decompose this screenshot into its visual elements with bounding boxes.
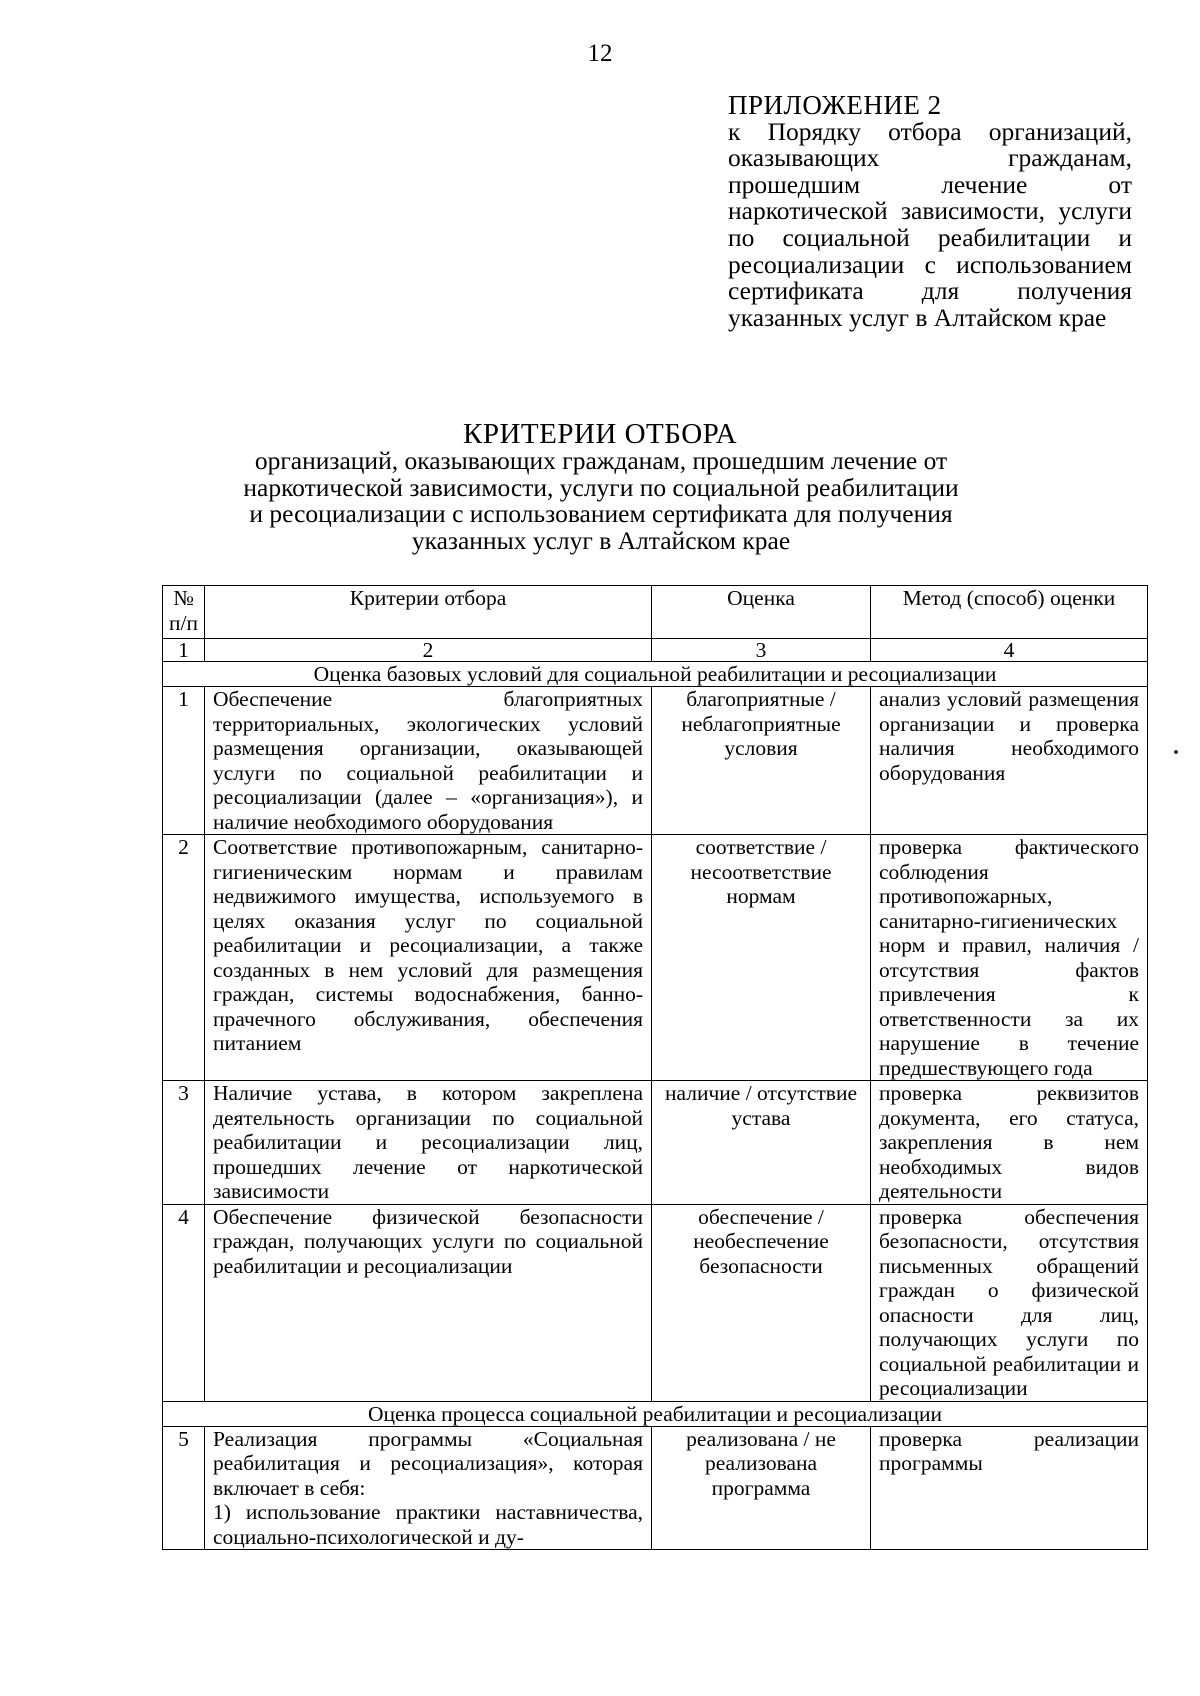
appendix-text: к Порядку отбора организаций, оказывающих гражданам, прошедшим лечение от наркотической зависимости, услуги по социальной реабилитации и ресоциализации с использованием сертификата для получения указанных услуг в Алтайском крае xyxy=(728,116,1132,332)
row-method: проверка обеспечения безопасности, отсутствия письменных обращений граждан о физической опасности для лиц, получающих услуги по социальной реабилитации и ресоциализации xyxy=(871,1204,1148,1401)
row-num: 3 xyxy=(163,1081,205,1205)
scan-speck xyxy=(1174,750,1178,754)
row-num: 2 xyxy=(163,835,205,1081)
header-num: № п/п xyxy=(163,586,205,639)
index-cell: 1 xyxy=(163,639,205,662)
header-method: Метод (способ) оценки xyxy=(871,586,1148,639)
appendix-title: ПРИЛОЖЕНИЕ 2 xyxy=(728,90,942,120)
row-method: проверка фактического соблюдения противопожарных, санитарно-гигиенических норм и правил, наличия / отсутствия фактов привлечения к ответственности за их нарушение в течение предшествующего года xyxy=(871,835,1148,1081)
index-cell: 4 xyxy=(871,639,1148,662)
document-title: КРИТЕРИИ ОТБОРА xyxy=(462,418,738,450)
row-criteria-continuation: 1) использование практики наставничества, социально-психологической и ду- xyxy=(213,1500,643,1549)
document-subtitle: организаций, оказывающих гражданам, прошедшим лечение от наркотической зависимости, услуги по социальной реабилитации и ресоциализации с использованием сертификата для получения указанных услуг в Алтайском крае xyxy=(243,446,959,555)
table-index-row xyxy=(163,639,1148,662)
row-criteria: Обеспечение благоприятных территориальных, экологических условий размещения организации, оказывающей услуги по социальной реабилитации и ресоциализации (далее – «организация»), и наличие необходимого оборудования xyxy=(205,687,652,835)
section-row xyxy=(163,662,1148,687)
row-criteria-text: Реализация программы «Социальная реабилитация и ресоциализация», которая включает в себя: xyxy=(213,1426,643,1500)
appendix-block xyxy=(728,92,1132,331)
table-row xyxy=(163,1081,1148,1205)
index-cell: 2 xyxy=(205,639,652,662)
row-score: наличие / отсутствие устава xyxy=(652,1081,871,1205)
index-cell: 3 xyxy=(652,639,871,662)
header-score: Оценка xyxy=(652,586,871,639)
table-row xyxy=(163,835,1148,1081)
section-title: Оценка процесса социальной реабилитации и ресоциализации xyxy=(163,1401,1148,1426)
row-criteria: Наличие устава, в котором закреплена деятельность организации по социальной реабилитации и ресоциализации лиц, прошедших лечение от наркотической зависимости xyxy=(205,1081,652,1205)
row-score: реализована / не реализована программа xyxy=(652,1426,871,1550)
table-row xyxy=(163,1204,1148,1401)
section-title: Оценка базовых условий для социальной реабилитации и ресоциализации xyxy=(163,662,1148,687)
row-method: проверка реквизитов документа, его статуса, закрепления в нем необходимых видов деятельности xyxy=(871,1081,1148,1205)
row-criteria: Соответствие противопожарным, санитарно-гигиеническим нормам и правилам недвижимого имущества, используемого в целях оказания услуг по социальной реабилитации и ресоциализации, а также созданных в нем условий для размещения граждан, системы водоснабжения, банно-прачечного обслуживания, обеспечения питанием xyxy=(205,835,652,1081)
row-method: проверка реализации программы xyxy=(871,1426,1148,1550)
criteria-table xyxy=(162,585,1148,1550)
row-score: обеспечение / необеспечение безопасности xyxy=(652,1204,871,1401)
row-criteria xyxy=(205,1426,652,1550)
page-number: 12 xyxy=(587,40,613,67)
table-row xyxy=(163,1426,1148,1550)
table-header-row xyxy=(163,586,1148,639)
row-num: 5 xyxy=(163,1426,205,1550)
row-criteria: Обеспечение физической безопасности граждан, получающих услуги по социальной реабилитации и ресоциализации xyxy=(205,1204,652,1401)
section-row xyxy=(163,1401,1148,1426)
row-score: благоприятные / неблагоприятные условия xyxy=(652,687,871,835)
row-num: 1 xyxy=(163,687,205,835)
header-criteria: Критерии отбора xyxy=(205,586,652,639)
row-score: соответствие / несоответствие нормам xyxy=(652,835,871,1081)
row-method: анализ условий размещения организации и проверка наличия необходимого оборудования xyxy=(871,687,1148,835)
row-num: 4 xyxy=(163,1204,205,1401)
table-row xyxy=(163,687,1148,835)
